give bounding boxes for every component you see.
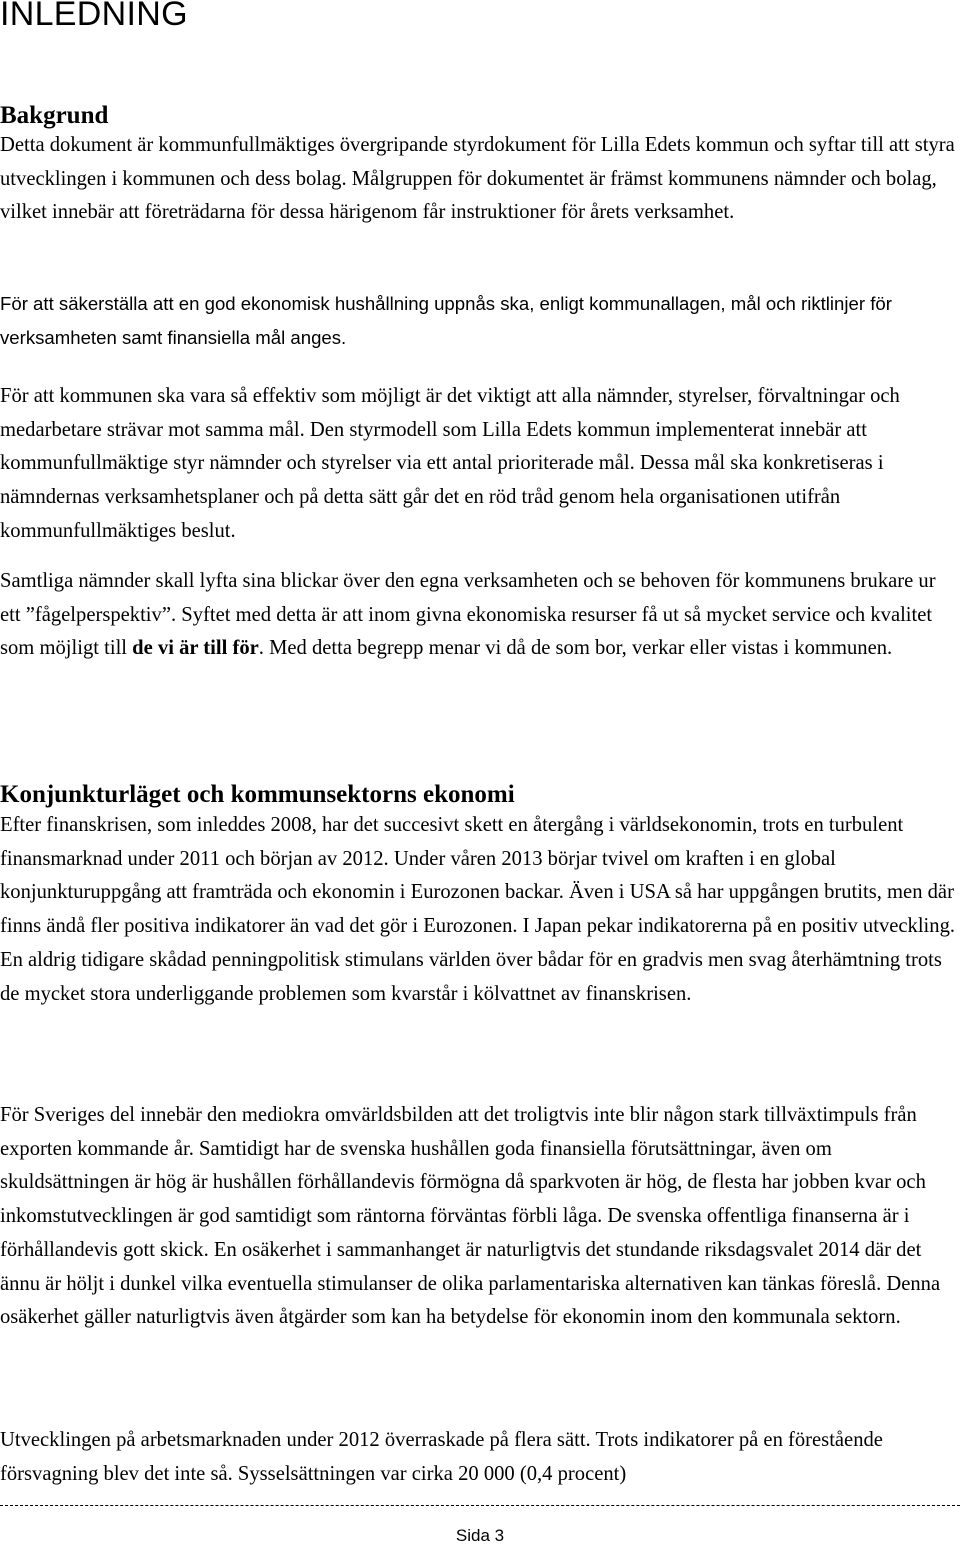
paragraph-text: . Med detta begrepp menar vi då de som bor, verkar eller vistas i kommunen.: [258, 637, 893, 660]
paragraph-text: Samtliga nämnder skall lyfta sina blickar över den egna verksamheten och se behoven för kommunens brukare ur ett ”fågelperspektiv”. Syftet med detta är att inom givna ekonomiska resurser få ut så mycket service och kvalitet som möjligt till: [0, 570, 936, 660]
paragraph-konjunktur-3: Utvecklingen på arbetsmarknaden under 2012 överraskade på flera sätt. Trots indikatorer på en förestående försvagning blev det inte så. Sysselsättningen var cirka 20 000 (0,4 procent): [0, 1429, 883, 1485]
page-title: INLEDNING: [0, 0, 188, 33]
paragraph-konjunktur-2: För Sveriges del innebär den mediokra omvärldsbilden att det troligtvis inte blir någon stark tillväxtimpuls från exporten kommande år. Samtidigt har de svenska hushållen goda finansiella förutsättningar, även om skuldsättningen är hög är hushållen förhållandevis förmögna då sparkvoten är hög, de flesta har jobben kvar och inkomstutvecklingen är god samtidigt som räntorna förväntas förbli låga. De svenska offentliga finanserna är i förhållandevis gott skick. En osäkerhet i sammanhanget är naturligtvis det stundande riksdagsvalet 2014 där det ännu är höljt i dunkel vilka eventuella stimulanser de olika parlamentariska alternativen kan tänkas föreslå. Denna osäkerhet gäller naturligtvis även åtgärder som kan ha betydelse för ekonomin inom den kommunala sektorn.: [0, 1104, 941, 1329]
footer-divider: [0, 1505, 960, 1506]
paragraph-bakgrund-2: För att säkerställa att en god ekonomisk hushållning uppnås ska, enligt kommunallagen, mål och riktlinjer för verksamheten samt finansiella mål anges.: [0, 293, 892, 348]
paragraph-bakgrund-4: [0, 565, 956, 666]
paragraph-bakgrund-1: Detta dokument är kommunfullmäktiges övergripande styrdokument för Lilla Edets kommun och syftar till att styra utvecklingen i kommunen och dess bolag. Målgruppen för dokumentet är främst kommunens nämnder och bolag, vilket innebär att företrädarna för dessa härigenom får instruktioner för årets verksamhet.: [0, 134, 955, 224]
emphasis-text: de vi är till för: [132, 637, 259, 660]
paragraph-bakgrund-3: För att kommunen ska vara så effektiv som möjligt är det viktigt att alla nämnder, styrelser, förvaltningar och medarbetare strävar mot samma mål. Den styrmodell som Lilla Edets kommun implementerat innebär att kommunfullmäktige styr nämnder och styrelser via ett antal prioriterade mål. Dessa mål ska konkretiseras i nämndernas verksamhetsplaner och på detta sätt går det en röd tråd genom hela organisationen utifrån kommunfullmäktiges beslut.: [0, 385, 900, 542]
section-heading-bakgrund: Bakgrund: [0, 102, 109, 129]
paragraph-konjunktur-1: Efter finanskrisen, som inleddes 2008, har det succesivt skett en återgång i världsekonomin, trots en turbulent finansmarknad under 2011 och början av 2012. Under våren 2013 börjar tvivel om kraften i en global konjunkturuppgång att framträda och ekonomin i Eurozonen backar. Även i USA så har uppgången brutits, men där finns ändå fler positiva indikatorer än vad det gör i Eurozonen. I Japan pekar indikatorerna på en positiv utveckling. En aldrig tidigare skådad penningpolitisk stimulans världen över bådar för en gradvis men svag återhämtning trots de mycket stora underliggande problemen som kvarstår i kölvattnet av finanskrisen.: [0, 814, 956, 1005]
section-heading-konjunktur: Konjunkturläget och kommunsektorns ekonomi: [0, 781, 515, 808]
page-number: Sida 3: [455, 1526, 505, 1545]
